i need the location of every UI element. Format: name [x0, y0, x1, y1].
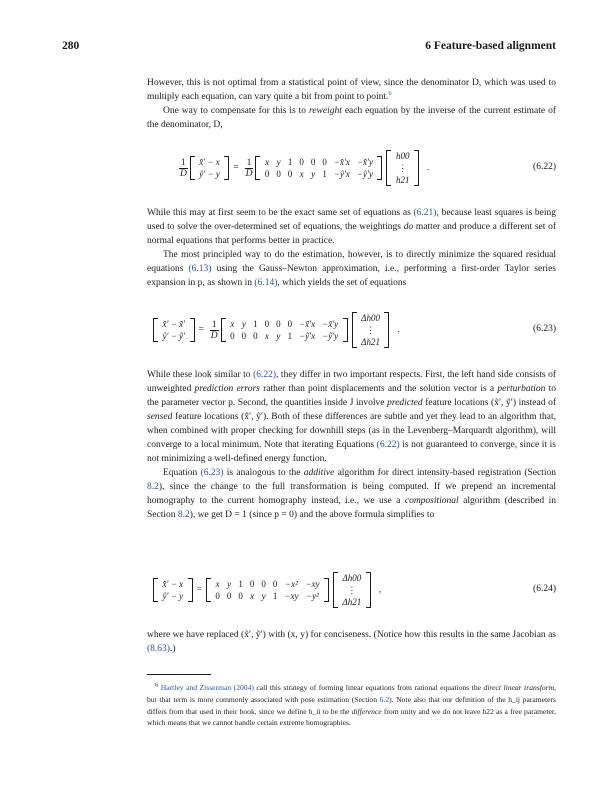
jacobian-matrix: x y 1 0 0 0 −x̃′x −x̃′y 0 0 0 x y 1 −ỹ′x −ỹ′y: [221, 318, 348, 342]
equation-number: (6.23): [533, 324, 556, 334]
equation-link[interactable]: (6.22): [376, 440, 400, 450]
paragraph-4: The most principled way to do the estimation, however, is to directly minimize the squared residual equations (6.13) using the Gauss–Newton approximation, i.e., performing a first-order Taylor series expansion in p, as shown in (6.14), which yields the set of equations: [147, 250, 556, 288]
section-link[interactable]: 8.2: [177, 510, 190, 520]
fraction: $\frac{1}{D}$: [210, 319, 218, 341]
equation-link[interactable]: (8.63): [147, 644, 170, 654]
equation-number: (6.22): [533, 162, 556, 172]
equation-6-23: x̂′ − x̃′ ŷ′ − ỹ′ = $\frac{1}{D}$ x y 1 0 0 0 −x̃′x −x̃′y 0 0 0 x y 1 −ỹ′x −ỹ′y Δh00 ⋮ Δh21 . (6.23): [147, 302, 556, 358]
lhs-vector: x̂′ − x ŷ′ − y: [153, 578, 193, 602]
footnote-marker[interactable]: 6: [388, 89, 392, 97]
paragraph-block-3: [147, 368, 556, 522]
paragraph-block-1: [147, 76, 556, 132]
paragraph-6: Equation (6.23) is analogous to the additive algorithm for direct intensity-based registration (Section 8.2), since the change to the full transformation is being computed. If we prepend an incremental homography to the current homography instead, i.e., we use a compositional algorithm (described in Section 8.2), we get D = 1 (since p = 0) and the above formula simplifies to: [147, 468, 557, 520]
lhs-vector: x̂′ − x̃′ ŷ′ − ỹ′: [153, 318, 195, 342]
parameter-vector: Δh00 ⋮ Δh21: [333, 572, 371, 608]
paragraph-5: While these look similar to (6.22), they differ in two important respects. First, the left hand side consists of unweighted prediction errors rather than point displacements and the solution vector is a perturbation to the parameter vector p. Second, the quantities inside J involve predicted feature locations (x̃′, ỹ′) instead of sensed feature locations (x̂′, ŷ′). Both of these differences are subtle and yet they lead to an algorithm that, when combined with proper checking for downhill steps (as in the Levenberg–Marquardt algorithm), will converge to a local minimum. Note that iterating Equations (6.22) is not guaranteed to converge, since it is not minimizing a well-defined energy function.: [147, 370, 556, 464]
section-link[interactable]: 6.2: [379, 694, 390, 704]
equation-6-24: x̂′ − x ŷ′ − y = x y 1 0 0 0 −x² −xy 0 0 0 x y 1 −xy −y² Δh00 ⋮ Δh21 , (6.24): [147, 562, 556, 618]
paragraph-1: However, this is not optimal from a statistical point of view, since the denominator D, which was used to multiply each equation, can vary quite a bit from point to point.$^6$: [147, 78, 556, 102]
fraction: $\frac{1}{D}$: [179, 157, 187, 179]
equation-link[interactable]: (6.21): [413, 208, 437, 218]
paragraph-block-2: [147, 206, 556, 290]
page-number: 280: [62, 40, 80, 52]
parameter-vector: h00 ⋮ h21: [386, 150, 419, 186]
parameter-vector: Δh00 ⋮ Δh21: [352, 312, 390, 348]
running-header: [62, 40, 556, 56]
equation-link[interactable]: (6.22): [253, 370, 277, 380]
citation-link[interactable]: Hartley and Zisserman (2004): [160, 683, 254, 692]
equation-link[interactable]: (6.23): [200, 468, 224, 478]
paragraph-2: One way to compensate for this is to reweight each equation by the inverse of the current estimate of the denominator, D,: [147, 106, 556, 130]
equation-link[interactable]: (6.13): [188, 264, 212, 274]
fraction: $\frac{1}{D}$: [245, 157, 253, 179]
equation-6-22: $\frac{1}{D}$ x̂′ − x ŷ′ − y = $\frac{1}{D}$ x y 1 0 0 0 −x̂′x −x̂′y 0 0 0 x y 1 −ŷ′x −ŷ′y h00 ⋮ h21 . (6.22): [179, 151, 556, 185]
equation-link[interactable]: (6.14): [254, 278, 278, 288]
footnote-text: 6 Hartley and Zisserman (2004) call this strategy of forming linear equations from rational equations the direct linear transform, but that term is more commonly associated with pose estimation (Section 6.2). Note also that our definition of the h_ij parameters differs from that used in their book, since we define h_ii to be the difference from unity and we do not leave h22 as a free parameter, which means that we cannot handle certain extreme homographies.: [147, 681, 557, 728]
jacobian-matrix: x y 1 0 0 0 −x̂′x −x̂′y 0 0 0 x y 1 −ŷ′x −ŷ′y: [255, 156, 382, 180]
footnote-divider: [147, 674, 211, 675]
paragraph-7: where we have replaced (x̃′, ỹ′) with (x, y) for conciseness. (Notice how this results in the same Jacobian as (8.63).): [147, 630, 556, 654]
footnote: [147, 682, 556, 729]
section-title: 6 Feature-based alignment: [425, 40, 556, 52]
jacobian-matrix: x y 1 0 0 0 −x² −xy 0 0 0 x y 1 −xy −y²: [206, 578, 329, 602]
paragraph-block-4: [147, 628, 556, 656]
lhs-vector: x̂′ − x ŷ′ − y: [190, 156, 230, 180]
section-link[interactable]: 8.2: [147, 482, 159, 492]
equation-number: (6.24): [533, 584, 556, 594]
paragraph-3: While this may at first seem to be the exact same set of equations as (6.21), because least squares is being used to solve the over-determined set of equations, the weightings do matter and produce a different set of normal equations that performs better in practice.: [147, 208, 556, 246]
